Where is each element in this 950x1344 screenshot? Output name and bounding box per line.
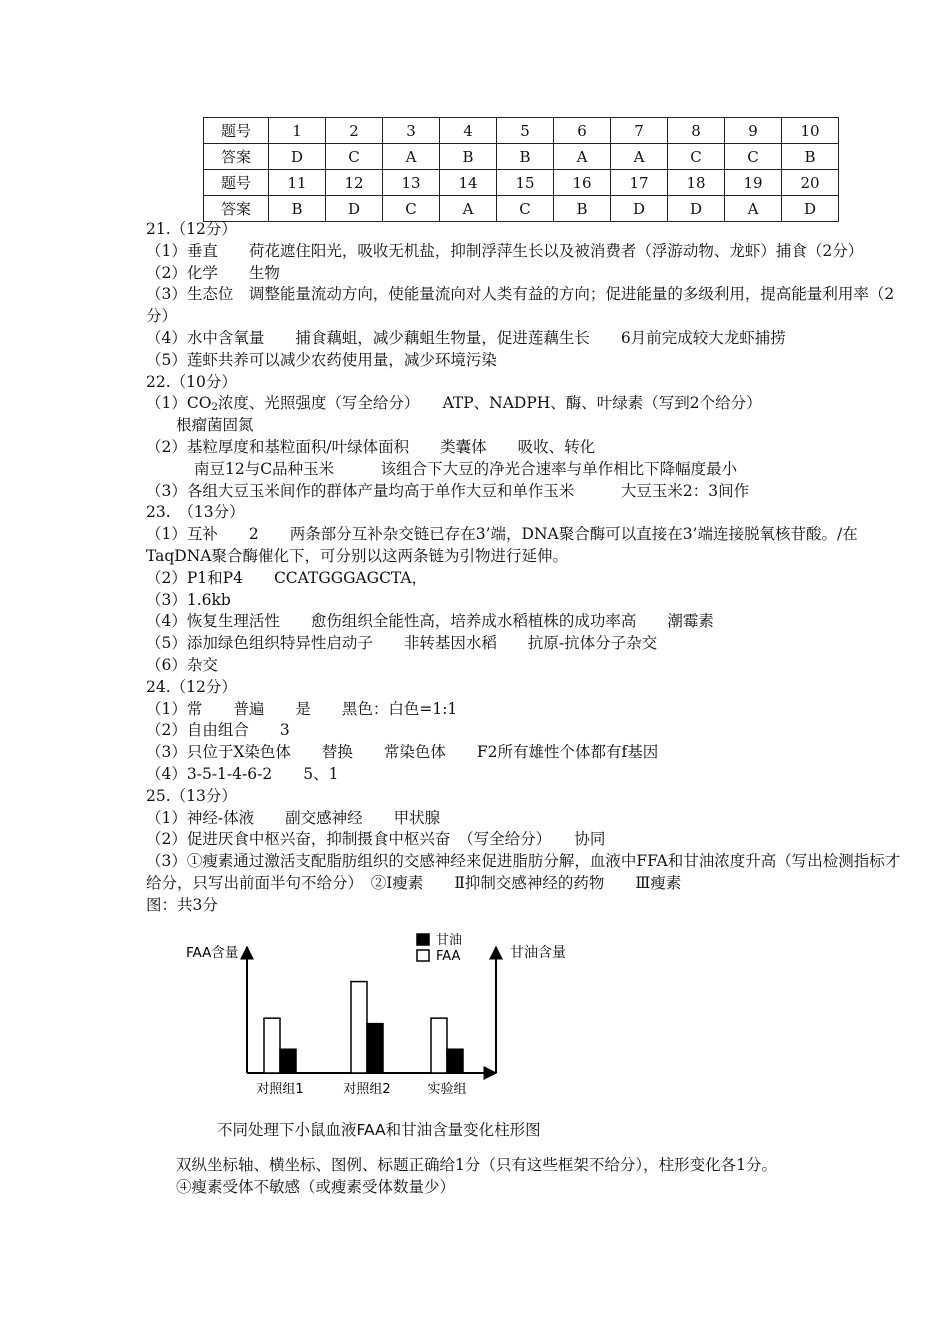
answer-line: （1）神经-体液 副交感神经 甲状腺	[146, 808, 441, 827]
table-cell: D	[782, 196, 839, 222]
table-cell: D	[668, 196, 725, 222]
answer-table	[203, 117, 839, 222]
table-row	[204, 196, 839, 222]
answer-text: （1）CO	[146, 394, 212, 413]
question-25	[146, 786, 906, 917]
bar-faa-3	[431, 1018, 447, 1073]
answer-line: （2）自由组合 3	[146, 721, 290, 740]
table-cell: 5	[497, 118, 554, 144]
answer-line: （3）各组大豆玉米间作的群体产量均高于单作大豆和单作玉米 大豆玉米2：3间作	[146, 481, 750, 500]
row-header: 答案	[204, 144, 269, 170]
answer-line: ④瘦素受体不敏感（或瘦素受体数量少）	[176, 1178, 456, 1196]
question-title: 23. （13分）	[146, 503, 245, 522]
table-cell: 18	[668, 170, 725, 196]
legend-label: FAA	[436, 949, 461, 964]
answer-line: （2）基粒厚度和基粒面积/叶绿体面积 类囊体 吸收、转化	[146, 437, 596, 456]
table-cell: D	[269, 144, 326, 170]
table-cell: 8	[668, 118, 725, 144]
table-cell: 15	[497, 170, 554, 196]
row-header: 题号	[204, 170, 269, 196]
table-row	[204, 118, 839, 144]
answer-line: （4）水中含氧量 捕食藕蛆，减少藕蛆生物量，促进莲藕生长 6月前完成较大龙虾捕捞	[146, 328, 786, 347]
row-header: 题号	[204, 118, 269, 144]
chart-x-ticks	[256, 1081, 466, 1097]
right-y-axis-label: 甘油含量	[510, 945, 566, 961]
table-cell: B	[497, 144, 554, 170]
answer-line: （2）化学 生物	[146, 263, 280, 282]
table-cell: 3	[383, 118, 440, 144]
answer-line: 南豆12与C品种玉米 该组合下大豆的净光合速率与单作相比下降幅度最小	[194, 459, 738, 478]
table-cell: 20	[782, 170, 839, 196]
table-cell: 16	[554, 170, 611, 196]
answer-line: （1）垂直 荷花遮住阳光，吸收无机盐，抑制浮萍生长以及被消费者（浮游动物、龙虾）捕食（2分）	[146, 241, 864, 260]
question-21	[146, 219, 906, 372]
table-cell: 12	[326, 170, 383, 196]
table-cell: 14	[440, 170, 497, 196]
table-cell: B	[554, 196, 611, 222]
x-tick-label: 对照组1	[256, 1082, 304, 1097]
answer-line: 根瘤菌固氮	[176, 416, 254, 435]
subscript: 2	[211, 402, 218, 414]
bar-glycerol-2	[367, 1024, 383, 1073]
answer-line	[146, 393, 906, 415]
answer-line: （1）常 普遍 是 黑色：白色=1:1	[146, 699, 458, 718]
chart-svg	[178, 925, 598, 1105]
table-cell: B	[782, 144, 839, 170]
table-cell: 19	[725, 170, 782, 196]
legend-label: 甘油	[436, 933, 463, 948]
table-cell: C	[668, 144, 725, 170]
table-cell: 17	[611, 170, 668, 196]
table-row	[204, 170, 839, 196]
answer-line: （3）1.6kb	[146, 590, 231, 609]
table-cell: 10	[782, 118, 839, 144]
answer-line: （4）恢复生理活性 愈伤组织全能性高，培养成水稻植株的成功率高 潮霉素	[146, 612, 714, 631]
answer-line: （3）只位于X染色体 替换 常染色体 F2所有雄性个体都有f基因	[146, 743, 659, 762]
bar-glycerol-1	[280, 1049, 296, 1073]
table-cell: A	[440, 196, 497, 222]
answer-line: （5）添加绿色组织特异性启动子 非转基因水稻 抗原-抗体分子杂交	[146, 634, 658, 653]
question-title: 21.（12分）	[146, 220, 237, 238]
bar-chart	[178, 925, 598, 1105]
table-row	[204, 144, 839, 170]
chart-title: 不同处理下小鼠血液FAA和甘油含量变化柱形图	[217, 1121, 541, 1139]
table-cell: A	[554, 144, 611, 170]
x-tick-label: 对照组2	[343, 1082, 391, 1097]
question-24	[146, 677, 906, 786]
answer-line: 图：共3分	[146, 895, 218, 914]
chart-legend	[417, 932, 462, 964]
answer-line: 双纵坐标轴、横坐标、图例、标题正确给1分（只有这些框架不给分），柱形变化各1分。	[176, 1156, 777, 1174]
bar-faa-2	[351, 982, 367, 1073]
answer-line: （2）促进厌食中枢兴奋，抑制摄食中枢兴奋 （写全给分） 协同	[146, 830, 606, 849]
question-23	[146, 502, 906, 676]
table-cell: B	[440, 144, 497, 170]
table-cell: C	[326, 144, 383, 170]
table-cell: 7	[611, 118, 668, 144]
question-title: 25.（13分）	[146, 786, 237, 805]
table-cell: A	[611, 144, 668, 170]
table-cell: 9	[725, 118, 782, 144]
table-cell: 11	[269, 170, 326, 196]
row-header: 答案	[204, 196, 269, 222]
table-cell: 4	[440, 118, 497, 144]
question-22	[146, 372, 906, 503]
bar-glycerol-3	[447, 1049, 463, 1073]
answer-line: （3）①瘦素通过激活支配脂肪组织的交感神经来促进脂肪分解，血液中FFA和甘油浓度升高（写出检测指标才给分，只写出前面半句不给分） ②Ⅰ瘦素 Ⅱ抑制交感神经的药物 Ⅲ瘦素	[146, 852, 901, 892]
legend-swatch	[417, 950, 429, 961]
x-tick-label: 实验组	[427, 1082, 467, 1097]
table-cell: A	[383, 144, 440, 170]
table-cell: B	[269, 196, 326, 222]
answer-text: 浓度、光照强度（写全给分） ATP、NADPH、酶、叶绿素（写到2个给分）	[217, 394, 762, 413]
table-cell: A	[725, 196, 782, 222]
table-cell: D	[326, 196, 383, 222]
question-title: 22.（10分）	[146, 372, 237, 391]
table-cell: 2	[326, 118, 383, 144]
legend-swatch	[417, 934, 429, 945]
answer-line: （3）生态位 调整能量流动方向，使能量流向对人类有益的方向；促进能量的多级利用，提高能量利用率（2分）	[146, 285, 895, 326]
chart-bars	[264, 982, 463, 1073]
table-cell: C	[497, 196, 554, 222]
table-cell: D	[611, 196, 668, 222]
table-cell: C	[383, 196, 440, 222]
question-title: 24.（12分）	[146, 677, 237, 696]
answer-line: （2）P1和P4 CCATGGGAGCTA，	[146, 568, 428, 587]
table-cell: 1	[269, 118, 326, 144]
answer-line: （1）互补 2 两条部分互补杂交链已存在3’端，DNA聚合酶可以直接在3’端连接脱氧核苷酸。/在TaqDNA聚合酶催化下，可分别以这两条链为引物进行延伸。	[146, 525, 858, 565]
bar-faa-1	[264, 1018, 280, 1073]
answer-line: （6）杂交	[146, 655, 218, 674]
answer-line: （5）莲虾共养可以减少农药使用量，减少环境污染	[146, 350, 497, 369]
table-cell: 6	[554, 118, 611, 144]
answer-content	[146, 219, 906, 917]
left-y-axis-label: FAA含量	[186, 945, 239, 961]
table-cell: 13	[383, 170, 440, 196]
answer-line: （4）3-5-1-4-6-2 5、1	[146, 764, 339, 783]
table-cell: C	[725, 144, 782, 170]
